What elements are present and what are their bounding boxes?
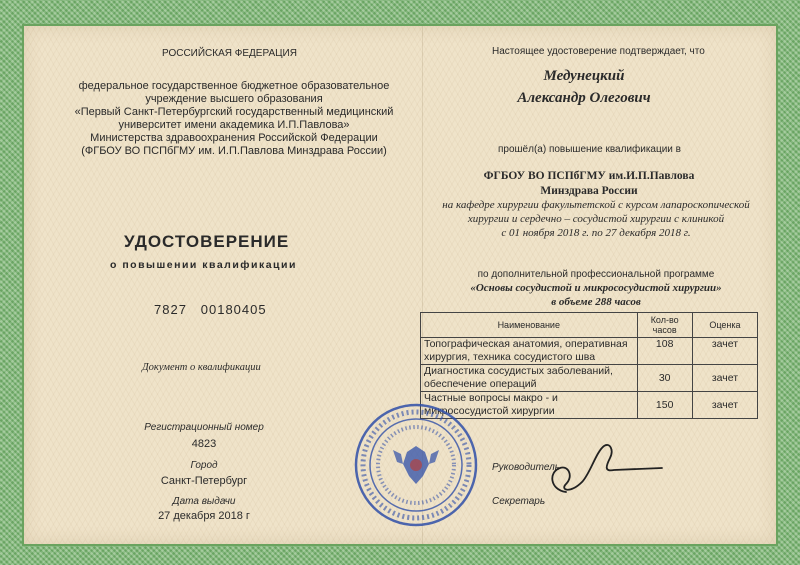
org-ministry: Минздрава России bbox=[540, 185, 638, 197]
org-line: «Первый Санкт-Петербургский государственный медицинский bbox=[74, 106, 394, 118]
course-name-line: микрососудистой хирургии bbox=[424, 405, 555, 417]
org-line: Министерства здравоохранения Российской Федерации bbox=[90, 132, 378, 144]
org-line: университет имени академика И.П.Павлова» bbox=[118, 119, 350, 131]
reg-number: 4823 bbox=[191, 438, 217, 450]
blank-number: 00180405 bbox=[200, 302, 267, 317]
col-header-name: Наименование bbox=[421, 313, 638, 338]
course-name-line: Диагностика сосудистых заболеваний, bbox=[424, 365, 613, 377]
issue-date: 27 декабря 2018 г bbox=[158, 510, 250, 522]
course-grade: зачет bbox=[692, 365, 757, 392]
surname: Медунецкий bbox=[543, 68, 625, 84]
training-period: с 01 ноября 2018 г. по 27 декабря 2018 г. bbox=[501, 227, 691, 239]
org-line: учреждение высшего образования bbox=[145, 93, 323, 105]
course-hours: 108 bbox=[637, 338, 692, 365]
table-row bbox=[421, 338, 758, 365]
head-label: Руководитель bbox=[492, 462, 561, 473]
department-line: на кафедре хирургии факультетской с курсом лапароскопической bbox=[442, 199, 750, 211]
reg-number-label: Регистрационный номер bbox=[144, 422, 264, 433]
program-name: «Основы сосудистой и микрососудистой хирургии» bbox=[470, 282, 722, 294]
org-line: федеральное государственное бюджетное образовательное bbox=[78, 80, 390, 92]
document-subtitle: о повышении квалификации bbox=[110, 259, 297, 271]
course-name-line: Топографическая анатомия, оперативная bbox=[424, 338, 628, 350]
course-hours: 30 bbox=[637, 365, 692, 392]
course-name-line: обеспечение операций bbox=[424, 378, 537, 390]
city-label: Город bbox=[190, 460, 218, 471]
series: 7827 bbox=[154, 302, 187, 317]
secretary-label: Секретарь bbox=[492, 496, 546, 507]
department-line: хирургии и сердечно – сосудистой хирургии с клиникой bbox=[467, 213, 725, 225]
program-label: по дополнительной профессиональной программе bbox=[477, 269, 715, 280]
document-type: Документ о квалификации bbox=[142, 362, 261, 373]
date-label: Дата выдачи bbox=[172, 496, 236, 507]
signature bbox=[530, 432, 670, 502]
table-row bbox=[421, 365, 758, 392]
col-header-grade: Оценка bbox=[692, 313, 757, 338]
program-volume: в объеме 288 часов bbox=[551, 296, 641, 308]
official-seal bbox=[353, 402, 479, 528]
org-block bbox=[54, 80, 414, 158]
course-name bbox=[421, 365, 638, 392]
org-line: (ФГБОУ ВО ПСПбГМУ им. И.П.Павлова Минздрава России) bbox=[81, 145, 387, 157]
course-name bbox=[421, 338, 638, 365]
course-name-line: Частные вопросы макро - и bbox=[424, 392, 558, 404]
col-header-hours: Кол-во часов bbox=[637, 313, 692, 338]
org-name: ФГБОУ ВО ПСПбГМУ им.И.П.Павлова bbox=[483, 170, 695, 182]
series-number bbox=[154, 302, 267, 317]
given-name: Александр Олегович bbox=[517, 90, 651, 106]
course-name-line: хирургия, техника сосудистого шва bbox=[424, 351, 596, 363]
table-header-row bbox=[421, 313, 758, 338]
course-grade: зачет bbox=[692, 392, 757, 419]
country-label: РОССИЙСКАЯ ФЕДЕРАЦИЯ bbox=[162, 48, 297, 59]
city: Санкт-Петербург bbox=[160, 475, 248, 487]
passed-text: прошёл(а) повышение квалификации в bbox=[498, 144, 681, 155]
course-hours: 150 bbox=[637, 392, 692, 419]
document-title: УДОСТОВЕРЕНИЕ bbox=[124, 232, 290, 251]
intro-text: Настоящее удостоверение подтверждает, что bbox=[492, 46, 705, 57]
course-grade: зачет bbox=[692, 338, 757, 365]
